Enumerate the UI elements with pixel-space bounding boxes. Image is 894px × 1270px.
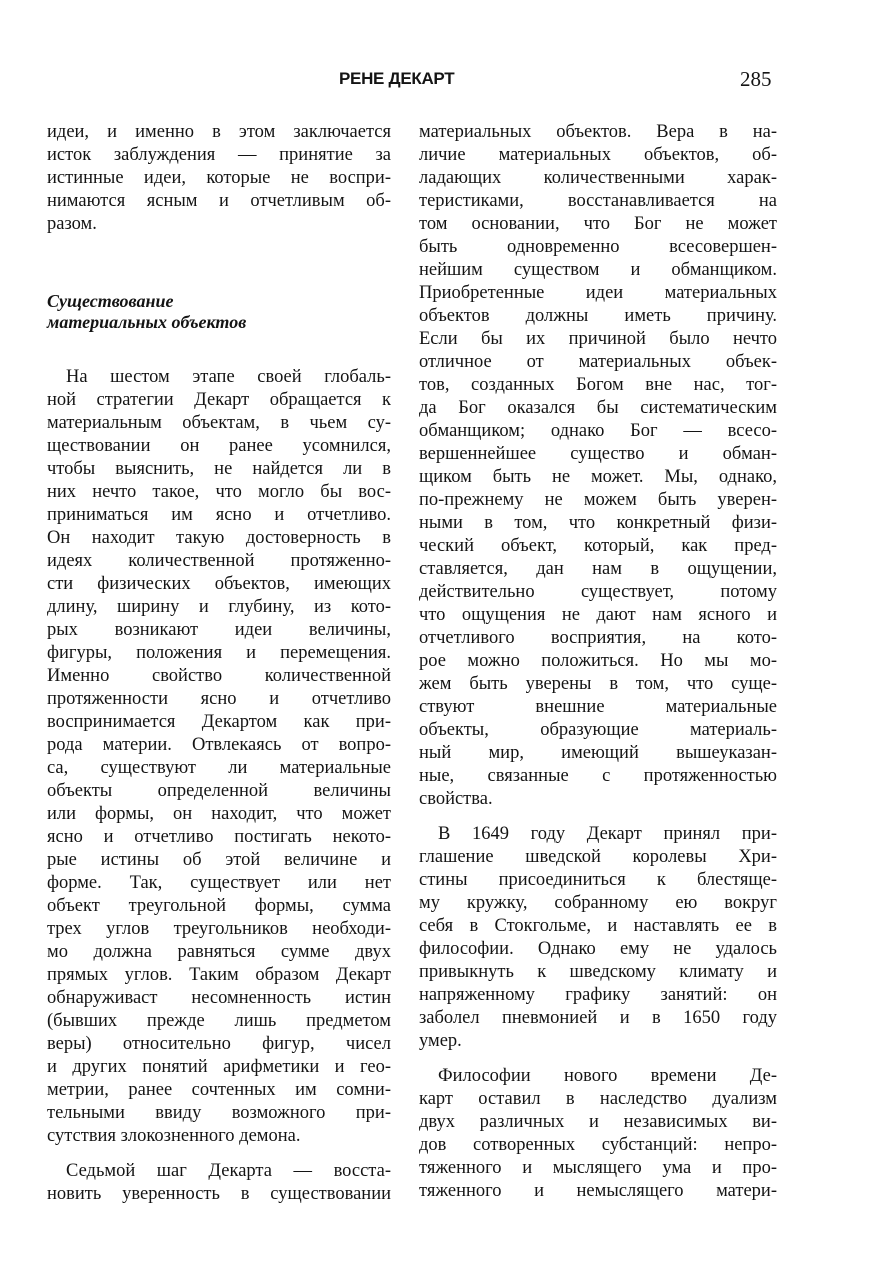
text-line: разом. bbox=[47, 214, 97, 234]
text-line: и других понятий арифметики и гео- bbox=[47, 1057, 391, 1077]
text-line: двух различных и независимых ви- bbox=[419, 1112, 777, 1132]
running-head: РЕНЕ ДЕКАРТ bbox=[339, 69, 455, 88]
text-line: нимаются ясным и отчетливым об- bbox=[47, 191, 391, 211]
text-line: щиком быть не может. Мы, однако, bbox=[419, 467, 777, 487]
text-line: Именно свойство количественной bbox=[47, 666, 391, 686]
text-line: умер. bbox=[419, 1031, 462, 1051]
section-heading bbox=[47, 291, 391, 333]
text-line: заболел пневмонией и в 1650 году bbox=[419, 1008, 777, 1028]
text-line: идеях количественной протяженно- bbox=[47, 551, 391, 571]
text-line: Если бы их причиной было нечто bbox=[419, 329, 777, 349]
text-line: себя в Стокгольме, и наставлять ее в bbox=[419, 916, 777, 936]
right-column bbox=[419, 121, 777, 1203]
text-line: му кружку, собранному ею вокруг bbox=[419, 893, 777, 913]
text-line: сутствия злокозненного демона. bbox=[47, 1126, 301, 1146]
text-line: что ощущения не дают нам ясного и bbox=[419, 605, 777, 625]
text-line: сти физических объектов, имеющих bbox=[47, 574, 391, 594]
text-line: чтобы выяснить, не найдется ли в bbox=[47, 459, 391, 479]
text-line: исток заблуждения — принятие за bbox=[47, 145, 391, 165]
text-line: ный мир, имеющий вышеуказан- bbox=[419, 743, 777, 763]
text-line: Он находит такую достоверность в bbox=[47, 528, 391, 548]
text-line: быть одновременно всесовершен- bbox=[419, 237, 777, 257]
text-line: отличное от материальных объек- bbox=[419, 352, 777, 372]
text-line: стины присоединиться к блестяще- bbox=[419, 870, 777, 890]
text-line: объект треугольной формы, сумма bbox=[47, 896, 391, 916]
text-line: отчетливого восприятия, на кото- bbox=[419, 628, 777, 648]
text-line: карт оставил в наследство дуализм bbox=[419, 1089, 777, 1109]
text-line: по-прежнему не можем быть уверен- bbox=[419, 490, 777, 510]
text-line: действительно существует, потому bbox=[419, 582, 777, 602]
body-paragraph bbox=[419, 121, 777, 811]
text-line: рода материи. Отвлекаясь от вопро- bbox=[47, 735, 391, 755]
text-line: истинные идеи, которые не воспри- bbox=[47, 168, 391, 188]
text-line: рых возникают идеи величины, bbox=[47, 620, 391, 640]
text-line: веры) относительно фигур, чисел bbox=[47, 1034, 391, 1054]
text-line: ществовании он ранее усомнился, bbox=[47, 436, 391, 456]
text-line: Философии нового времени Де- bbox=[438, 1066, 777, 1086]
left-column bbox=[47, 121, 391, 1206]
text-line: протяженности ясно и отчетливо bbox=[47, 689, 391, 709]
body-paragraph bbox=[47, 366, 391, 1148]
text-line: тов, созданных Богом вне нас, тог- bbox=[419, 375, 777, 395]
text-line: объекты, образующие материаль- bbox=[419, 720, 777, 740]
section-heading-line: материальных объектов bbox=[47, 312, 247, 332]
text-line: рые истины об этой величине и bbox=[47, 850, 391, 870]
text-line: ставляется, дан нам в ощущении, bbox=[419, 559, 777, 579]
text-line: личие материальных объектов, об- bbox=[419, 145, 777, 165]
text-line: В 1649 году Декарт принял при- bbox=[438, 824, 777, 844]
text-line: приниматься им ясно и отчетливо. bbox=[47, 505, 391, 525]
text-line: философии. Однако ему не удалось bbox=[419, 939, 777, 959]
section-heading-line: Существование bbox=[47, 291, 174, 311]
text-line: новить уверенность в существовании bbox=[47, 1184, 391, 1204]
body-paragraph bbox=[419, 823, 777, 1053]
text-line: ладающих количественными харак- bbox=[419, 168, 777, 188]
text-line: да Бог оказался бы систематическим bbox=[419, 398, 777, 418]
text-line: трех углов треугольников необходи- bbox=[47, 919, 391, 939]
body-paragraph bbox=[47, 1160, 391, 1206]
intro-paragraph bbox=[47, 121, 391, 236]
text-line: ными в том, что конкретный физи- bbox=[419, 513, 777, 533]
text-line: обманщиком; однако Бог — всесо- bbox=[419, 421, 777, 441]
text-line: глашение шведской королевы Хри- bbox=[419, 847, 777, 867]
text-line: ясно и отчетливо постигать некото- bbox=[47, 827, 391, 847]
text-line: прямых углов. Таким образом Декарт bbox=[47, 965, 391, 985]
text-line: рое можно положиться. Но мы мо- bbox=[419, 651, 777, 671]
text-line: теристиками, восстанавливается на bbox=[419, 191, 777, 211]
text-line: метрии, ранее сочтенных им сомни- bbox=[47, 1080, 391, 1100]
text-line: жем быть уверены в том, что суще- bbox=[419, 674, 777, 694]
text-line: воспринимается Декартом как при- bbox=[47, 712, 391, 732]
text-line: напряженному графику занятий: он bbox=[419, 985, 777, 1005]
body-paragraph bbox=[419, 1065, 777, 1203]
text-line: свойства. bbox=[419, 789, 493, 809]
text-line: Приобретенные идеи материальных bbox=[419, 283, 777, 303]
text-line: тяженного и немыслящего матери- bbox=[419, 1181, 777, 1201]
text-line: (бывших прежде лишь предметом bbox=[47, 1011, 391, 1031]
text-line: обнаруживаст несомненность истин bbox=[47, 988, 391, 1008]
text-line: форме. Так, существует или нет bbox=[47, 873, 391, 893]
text-line: фигуры, положения и перемещения. bbox=[47, 643, 391, 663]
text-line: ные, связанные с протяженностью bbox=[419, 766, 777, 786]
text-line: На шестом этапе своей глобаль- bbox=[66, 367, 391, 387]
text-line: вершеннейшее существо и обман- bbox=[419, 444, 777, 464]
text-line: тельными ввиду возможного при- bbox=[47, 1103, 391, 1123]
text-line: мо должна равняться сумме двух bbox=[47, 942, 391, 962]
text-line: длину, ширину и глубину, из кото- bbox=[47, 597, 391, 617]
text-line: Седьмой шаг Декарта — восста- bbox=[66, 1161, 391, 1181]
text-line: материальных объектов. Вера в на- bbox=[419, 122, 777, 142]
text-line: объекты определенной величины bbox=[47, 781, 391, 801]
text-line: том основании, что Бог не может bbox=[419, 214, 777, 234]
text-line: нейшим существом и обманщиком. bbox=[419, 260, 777, 280]
text-line: дов сотворенных субстанций: непро- bbox=[419, 1135, 777, 1155]
text-line: тяженного и мыслящего ума и про- bbox=[419, 1158, 777, 1178]
text-line: материальным объектам, в чьем су- bbox=[47, 413, 391, 433]
text-line: них нечто такое, что могло бы вос- bbox=[47, 482, 391, 502]
text-line: са, существуют ли материальные bbox=[47, 758, 391, 778]
text-line: идеи, и именно в этом заключается bbox=[47, 122, 391, 142]
text-line: ной стратегии Декарт обращается к bbox=[47, 390, 391, 410]
text-line: ческий объект, который, как пред- bbox=[419, 536, 777, 556]
text-line: объектов должны иметь причину. bbox=[419, 306, 777, 326]
text-line: ствуют внешние материальные bbox=[419, 697, 777, 717]
page-number: 285 bbox=[740, 67, 772, 91]
text-line: или формы, он находит, что может bbox=[47, 804, 391, 824]
text-line: привыкнуть к шведскому климату и bbox=[419, 962, 777, 982]
